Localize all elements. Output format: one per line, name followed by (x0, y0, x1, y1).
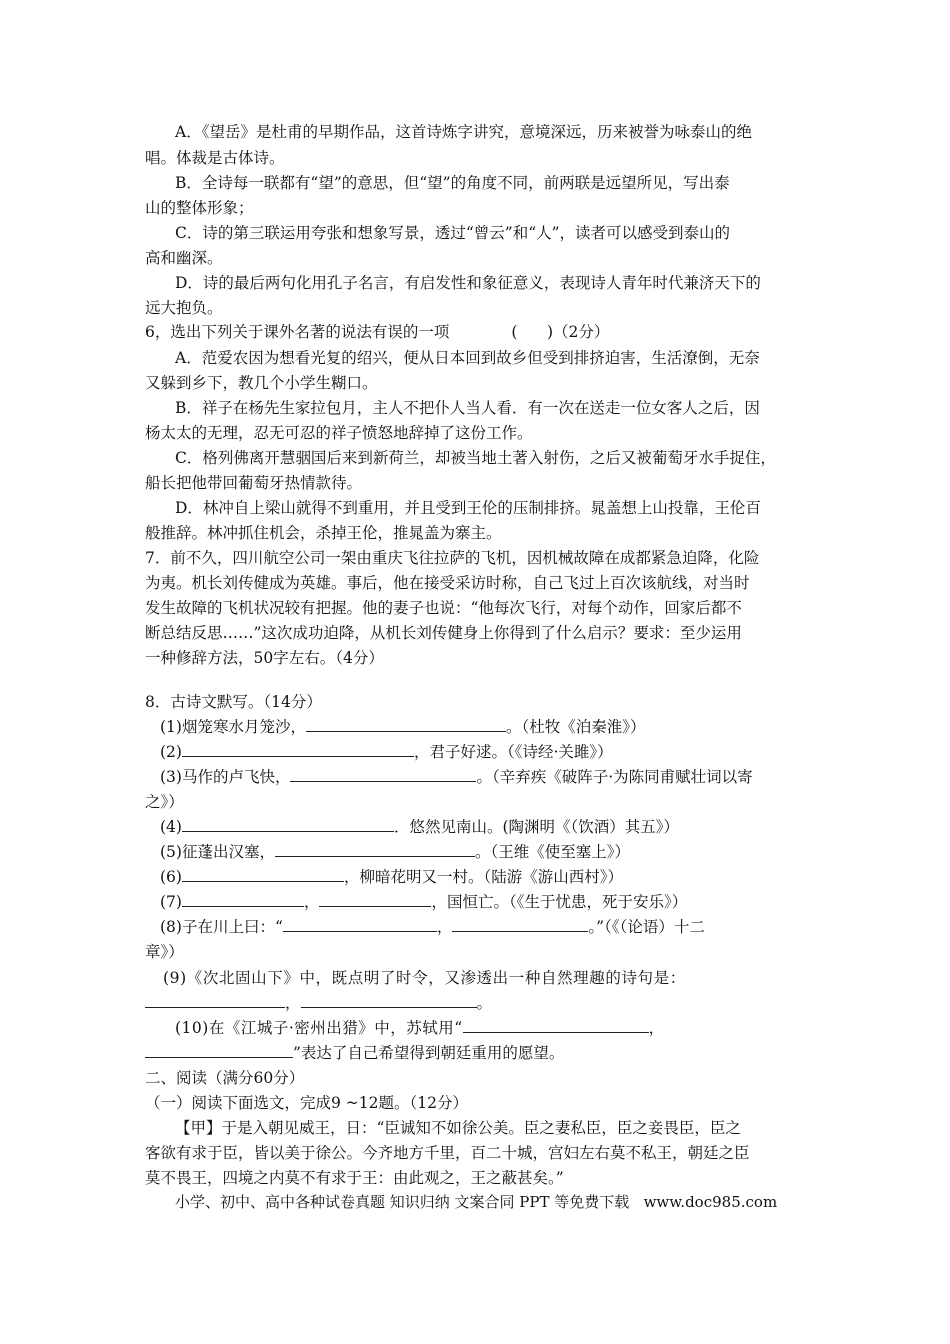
q8-item-6-source: ，柳暗花明又一村。（陆游《游山西村》） (343, 868, 623, 886)
answer-blank[interactable] (182, 892, 304, 907)
q8-item-9-end: 。 (476, 994, 493, 1012)
q8-item-4-prompt: (4) (160, 818, 182, 836)
q8-item-7-prompt: (7) (160, 893, 182, 911)
answer-blank[interactable] (283, 917, 437, 932)
q7-line2: 为夷。机长刘传健成为英雄。事后，他在接受采访时称，自己飞过上百次该航线，对当时 (145, 574, 750, 592)
q8-item-3-prompt: (3)马作的卢飞快， (160, 768, 291, 786)
q8-item-6-prompt: (6) (160, 868, 182, 886)
q8-item-4-source: ．悠然见南山。(陶渊明《（饮酒）其五》） (393, 818, 680, 836)
q8-item-8 (160, 915, 810, 940)
passage-line2: 客欲有求于臣，皆以美于徐公。今齐地方千里，百二十城，宫妇左右莫不私王，朝廷之臣 (145, 1144, 750, 1162)
q5-option-d-line1: D．诗的最后两句化用孔子名言，有启发性和象征意义，表现诗人青年时代兼济天下的 (175, 274, 761, 292)
q6-option-c-line2: 船长把他带回葡萄牙热情款待。 (145, 474, 363, 492)
answer-blank[interactable] (182, 867, 344, 882)
q8-item-8-cont: 章》） (145, 943, 184, 961)
answer-blank[interactable] (182, 817, 394, 832)
q8-item-3 (160, 765, 810, 790)
passage-line1: 【甲】于是入朝见威王，日：“臣诚知不如徐公美。臣之妻私臣，臣之妾畏臣，臣之 (175, 1119, 741, 1137)
q8-item-8-prompt: (8)子在川上曰：“ (160, 918, 283, 936)
q6-option-c-line1: C．格列佛离开慧骃国后来到新荷兰，却被当地土著入射伤，之后又被葡萄牙水手捉住， (175, 449, 776, 467)
q8-item-7 (160, 890, 825, 915)
q8-item-9-prompt: (9)《次北固山下》中，既点明了时令，又渗透出一种自然理趣的诗句是： (163, 969, 686, 987)
q8-item-9-answer (145, 991, 810, 1016)
passage-line3: 莫不畏王，四境之内莫不有求于王：由此观之，王之蔽甚矣。” (145, 1169, 564, 1187)
q5-option-c-line1: C．诗的第三联运用夸张和想象写景，透过“曾云”和“人”，读者可以感受到泰山的 (175, 224, 731, 242)
q6-option-b-line1: B．祥子在杨先生家拉包月，主人不把仆人当人看．有一次在送走一位女客人之后，因 (175, 399, 760, 417)
q8-item-10-sep: ， (648, 1019, 665, 1037)
q6-stem-text: 6，选出下列关于课外名著的说法有误的一项 (145, 323, 450, 341)
q8-item-5 (160, 840, 825, 865)
q8-item-7-source: ，国恒亡。（《生于忧患，死于安乐》） (431, 893, 688, 911)
q8-item-5-source: 。（王维《使至塞上》） (474, 843, 630, 861)
q5-option-c-line2: 高和幽深。 (145, 249, 223, 267)
q8-item-2-prompt: (2) (160, 743, 182, 761)
answer-blank[interactable] (182, 742, 414, 757)
q8-item-5-prompt: (5)征蓬出汉塞， (160, 843, 275, 861)
q5-option-b-line1: B．全诗每一联都有“望”的意思，但“望”的角度不同，前两联是远望所见，写出泰 (175, 174, 730, 192)
section-2-subtitle: （一）阅读下面选文，完成9 ~12题。（12分） (145, 1094, 468, 1112)
q8-item-10 (175, 1016, 810, 1041)
answer-blank[interactable] (452, 917, 588, 932)
q8-item-10-end: ”表达了自己希望得到朝廷重用的愿望。 (293, 1044, 565, 1062)
q8-item-1 (160, 715, 825, 740)
q8-item-1-source: 。（杜牧《泊秦淮》） (505, 718, 646, 736)
q8-item-6 (160, 865, 825, 890)
answer-blank[interactable] (145, 993, 285, 1008)
q8-item-3-cont: 之》） (145, 793, 184, 811)
footer-download-note: 小学、初中、高中各种试卷真题 知识归纳 文案合同 PPT 等免费下载 www.doc985.com (175, 1193, 778, 1211)
q6-option-a-line1: A．范爱农因为想看光复的绍兴，便从日本回到故乡但受到排挤迫害，生活潦倒，无奈 (175, 349, 760, 367)
q7-line1: 7．前不久，四川航空公司一架由重庆飞往拉萨的飞机，因机械故障在成都紧急迫降，化险 (145, 549, 760, 567)
answer-blank[interactable] (319, 892, 431, 907)
q7-line5: 一种修辞方法，50字左右。（4分） (145, 649, 384, 667)
answer-blank[interactable] (145, 1043, 293, 1058)
q6-option-b-line2: 杨太太的无理，忍无可忍的祥子愤怒地辞掉了这份工作。 (145, 424, 533, 442)
q6-answer-paren: ( )（2分） (511, 323, 610, 341)
answer-blank[interactable] (275, 842, 475, 857)
q5-option-a-line1: A．《望岳》是杜甫的早期作品，这首诗炼字讲究，意境深远，历来被誉为咏泰山的绝 (175, 123, 752, 141)
q8-item-2-source: ，君子好逑。（《诗经·关雎》） (413, 743, 613, 761)
q8-item-9-sep: ， (285, 994, 301, 1012)
q5-option-d-line2: 远大抱负。 (145, 299, 223, 317)
q5-option-a-line2: 唱。体裁是古体诗。 (145, 149, 285, 167)
q8-item-8-sep: ， (436, 918, 453, 936)
q8-item-7-sep: ， (303, 893, 320, 911)
q6-option-d-line1: D．林冲自上梁山就得不到重用，并且受到王伦的压制排挤。晁盖想上山投靠，王伦百 (175, 499, 761, 517)
q7-line4: 断总结反思……”这次成功迫降，从机长刘传健身上你得到了什么启示？要求：至少运用 (145, 624, 742, 642)
answer-blank[interactable] (306, 717, 506, 732)
q8-item-3-source: 。（辛弃疾《破阵子·为陈同甫赋壮词以寄 (476, 768, 753, 786)
q8-item-8-source: 。”（《（论语）十二 (588, 918, 705, 936)
q6-option-d-line2: 般推辞。林冲抓住机会，杀掉王伦，推晁盖为寨主。 (145, 524, 502, 542)
q5-option-b-line2: 山的整体形象； (145, 199, 254, 217)
q8-item-10-prompt: (10)在《江城子·密州出猎》中，苏轼用“ (175, 1019, 463, 1037)
answer-blank[interactable] (290, 767, 476, 782)
q8-item-10-cont (145, 1041, 810, 1066)
q8-item-2 (160, 740, 825, 765)
q7-line3: 发生故障的飞机状况较有把握。他的妻子也说：“他每次飞行，对每个动作，回家后都不 (145, 599, 742, 617)
q8-item-4 (160, 815, 825, 840)
q8-item-1-prompt: (1)烟笼寒水月笼沙， (160, 718, 306, 736)
q8-title: 8．古诗文默写。（14分） (145, 693, 322, 711)
answer-blank[interactable] (301, 993, 477, 1008)
q6-stem (145, 320, 810, 345)
q6-option-a-line2: 又躲到乡下，教几个小学生糊口。 (145, 374, 378, 392)
section-2-title: 二、阅读（满分60分） (145, 1069, 305, 1087)
answer-blank[interactable] (463, 1018, 649, 1033)
